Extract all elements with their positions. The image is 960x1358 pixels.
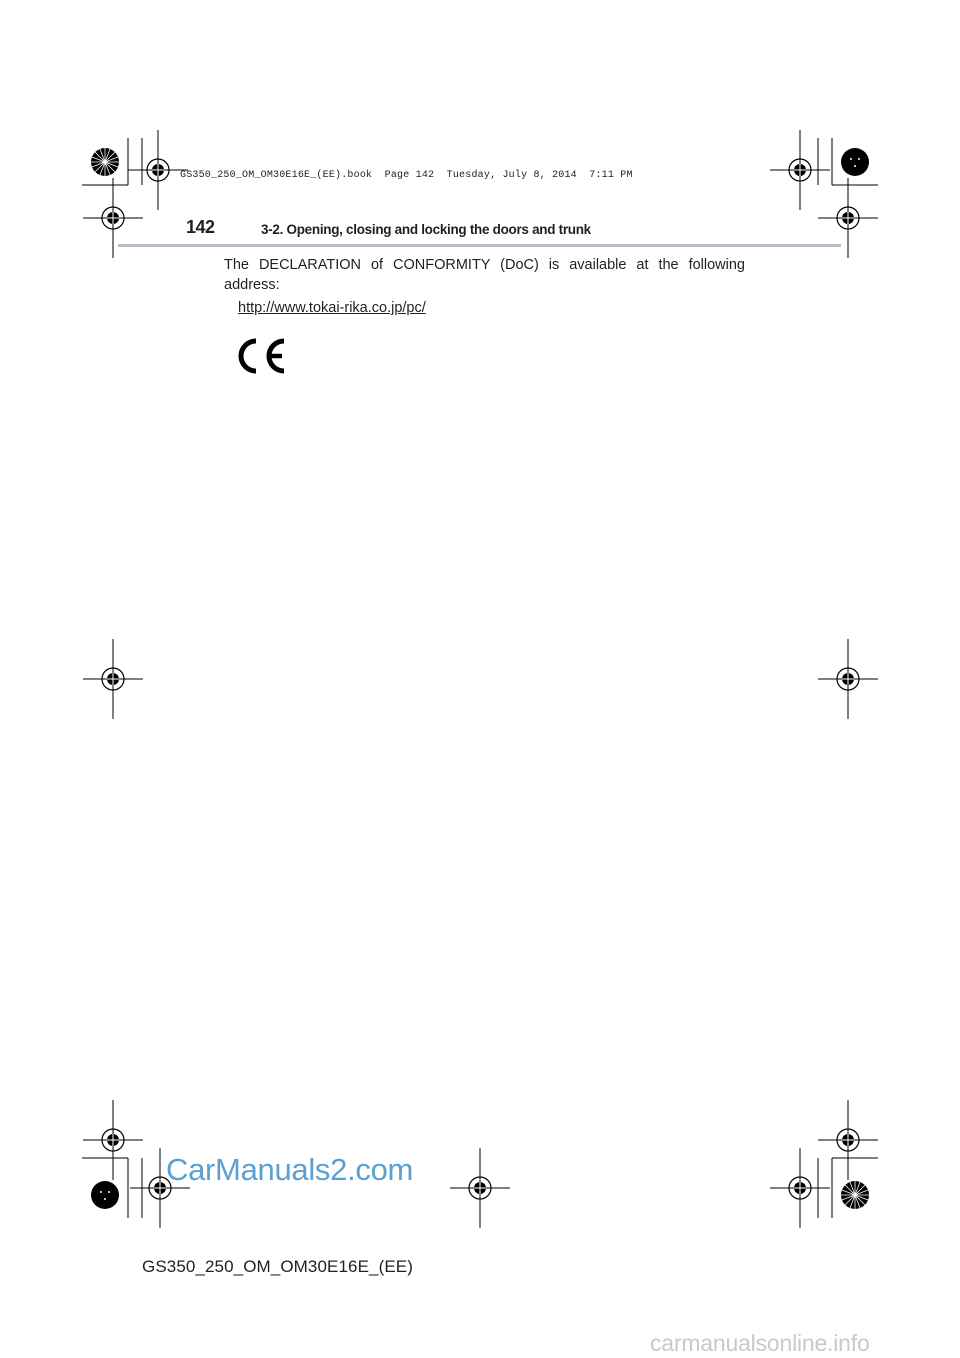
print-stamp xyxy=(180,170,633,181)
header-rule xyxy=(118,244,841,247)
watermark-carmanualsonline: carmanualsonline.info xyxy=(650,1330,870,1356)
watermark-carmanuals: CarManuals2.com xyxy=(166,1152,414,1187)
footer-code: GS350_250_OM_OM30E16E_(EE) xyxy=(142,1257,413,1276)
ce-mark-icon xyxy=(236,336,292,376)
doc-paragraph: The DECLARATION of CONFORMITY (DoC) is available at the following address: xyxy=(224,257,745,293)
print-stamp-file: GS350_250_OM_OM30E16E_(EE).book xyxy=(180,170,373,181)
page-number: 142 xyxy=(186,217,215,237)
section-title: 3-2. Opening, closing and locking the doors and trunk xyxy=(261,222,591,237)
print-stamp-page: Page 142 xyxy=(384,170,435,181)
doc-link[interactable]: http://www.tokai-rika.co.jp/pc/ xyxy=(238,300,426,316)
print-stamp-datetime: Tuesday, July 8, 2014 7:11 PM xyxy=(446,170,633,181)
